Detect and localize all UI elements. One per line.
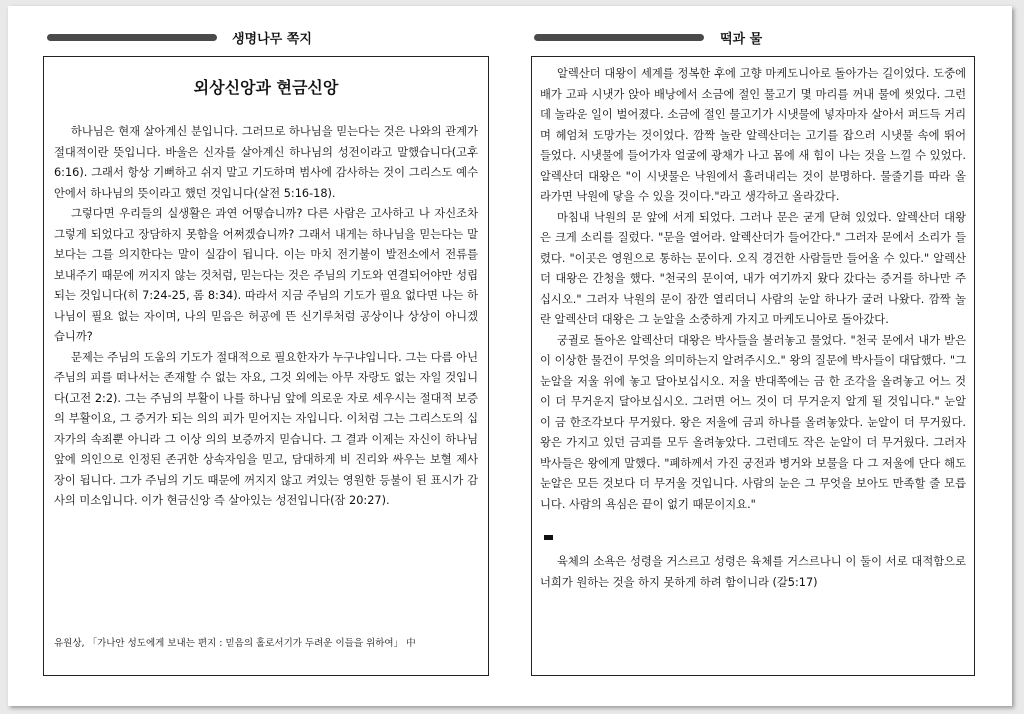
story-paragraph: 알렉산더 대왕이 세계를 정복한 후에 고향 마케도니아로 돌아가는 길이었다. 도중에 배가 고파 시냇가 앉아 배낭에서 소금에 절인 물고기 몇 마리를 꺼내 물에 씻었다. 그런데 놀라운 일이 벌어졌다. 소금에 절인 물고기가 시냇물에 넣자마자 살아서 퍼드득 거리며 헤엄쳐 도망가는 것이었다. 깜짝 놀란 알렉산더는 고기를 잡으러 시냇물 속에 뛰어 들었다. 시냇물에 들어가자 얼굴에 광채가 나고 몸에 새 힘이 나는 것을 느낄 수 있었다. 알렉산더 대왕은 "이 시냇물은 낙원에서 흘러내리는 것이 분명하다. 물줄기를 따라 올라가면 낙원에 닿을 수 있을 것이다."라고 생각하고 올라갔다.	[540, 67, 966, 203]
article-title: 외상신앙과 현금신앙	[193, 78, 339, 97]
square-bullet-icon	[544, 535, 553, 540]
article-paragraph: 문제는 주님의 도움의 기도가 절대적으로 필요한자가 누구냐입니다. 그는 다름 아닌 주님의 피를 떠나서는 존재할 수 없는 자요, 그것 외에는 아무 자랑도 없는 자일 것입니다(고전 2:2). 그는 주님의 부활이 나를 하나님 앞에 의로운 자로 세우시는 절대적 보증의 부활이요, 그 증거가 되는 의의 피가 믿어지는 자입니다. 이처럼 그는 그리스도의 십자가의 속죄뿐 아니라 그 이상 의의 보증까지 믿습니다. 그 결과 이제는 자신이 하나님 앞에 의인으로 인정된 존귀한 상속자임을 믿고, 담대하게 비 진리와 싸우는 보혈 제사장이 됩니다. 그가 주님의 기도 때문에 꺼지지 않고 켜있는 영원한 등불이 된 표시가 감사의 미소입니다. 이가 현금신앙 즉 살아있는 성전입니다(잠 20:27).	[54, 350, 478, 507]
left-header-label: 생명나무 쪽지	[232, 32, 312, 47]
story-paragraph: 마침내 낙원의 문 앞에 서게 되었다. 그러나 문은 굳게 닫혀 있었다. 알렉산더 대왕은 크게 소리를 질렀다. "문을 열어라. 알렉산더가 들어간다." 그러자 문에서 소리가 들렸다. "이곳은 영원으로 통하는 문이다. 오직 경건한 사람들만 들어올 수 있다." 알렉산더 대왕은 간청을 했다. "천국의 문이여, 내가 여기까지 왔다 갔다는 증거를 하나만 주십시오." 그러자 낙원의 문이 잠깐 열리더니 사람의 눈알 하나가 굴러 나왔다. 깜짝 놀란 알렉산더 대왕은 그 눈알을 소중하게 가지고 마케도니아로 돌아갔다.	[540, 210, 966, 326]
bible-verse: 육체의 소욕은 성령을 거스르고 성령은 육체를 거스르나니 이 둘이 서로 대적함으로 너희가 원하는 것을 하지 못하게 하려 함이니라 (갈5:17)	[540, 555, 966, 589]
article-footnote: 유원상, 「가나안 성도에게 보내는 편지 : 믿음의 홀로서기가 두려운 이들을 위하여」 中	[54, 638, 416, 649]
page	[8, 6, 1012, 706]
story-paragraph: 궁궐로 돌아온 알렉산더 대왕은 박사들을 불러놓고 물었다. "천국 문에서 내가 받은 이 이상한 물건이 무엇을 의미하는지 알려주시오." 왕의 질문에 박사들이 대답했다. "그 눈알을 저울 위에 놓고 달아보십시오. 저울 반대쪽에는 금 한 조각을 올려놓고 어느 것이 더 무거운지 달아보십시오. 그러면 어느 것이 더 무거운지 알게 될 것입니다." 눈알이 금 한조각보다 무거웠다. 왕은 저울에 금괴 하나를 올려놓았다. 눈알이 더 무거웠다. 왕은 가지고 있던 금괴를 모두 올려놓았다. 그런데도 작은 눈알이 더 무거웠다. 그러자 박사들은 왕에게 말했다. "폐하께서 가진 궁전과 병거와 보물을 다 그 저울에 단다 해도 눈알은 모든 것보다 더 무거울 것입니다. 사람의 눈은 그 무엇을 보아도 만족할 줄 모릅니다. 사람의 욕심은 끝이 없기 때문이지요."	[540, 333, 966, 511]
left-panel	[43, 56, 489, 676]
article-paragraph: 하나님은 현재 살아계신 분입니다. 그러므로 하나님을 믿는다는 것은 나와의 관계가 절대적이란 뜻입니다. 바울은 신자를 살아계신 하나님의 성전이라고 말했습니다(고후 6:16). 그래서 항상 기뻐하고 쉬지 말고 기도하며 범사에 감사하는 것이 그리스도 예수 안에서 하나님의 뜻이라고 했던 것입니다(살전 5:16-18).	[54, 125, 478, 200]
right-header-bar	[534, 34, 704, 41]
right-panel	[531, 56, 975, 676]
right-header-label: 떡과 물	[720, 32, 763, 47]
left-header-bar	[47, 34, 217, 41]
article-paragraph: 그렇다면 우리들의 실생활은 과연 어떻습니까? 다른 사람은 고사하고 나 자신조차 그렇게 되었다고 장담하지 못함을 어쩌겠습니까? 그래서 내게는 하나님을 믿는다는 말보다는 그를 의지한다는 말이 실감이 됩니다. 이는 마치 전기불이 발전소에서 전류를 보내주기 때문에 꺼지지 않는 것처럼, 믿는다는 것은 주님의 기도와 연결되어야만 성립되는 것입니다(히 7:24-25, 롬 8:34). 따라서 지금 주님의 기도가 필요 없다면 나는 하나님이 필요 없는 자이며, 나의 믿음은 허공에 뜬 신기루처럼 공상이나 상상이 아니겠습니까?	[54, 207, 478, 343]
